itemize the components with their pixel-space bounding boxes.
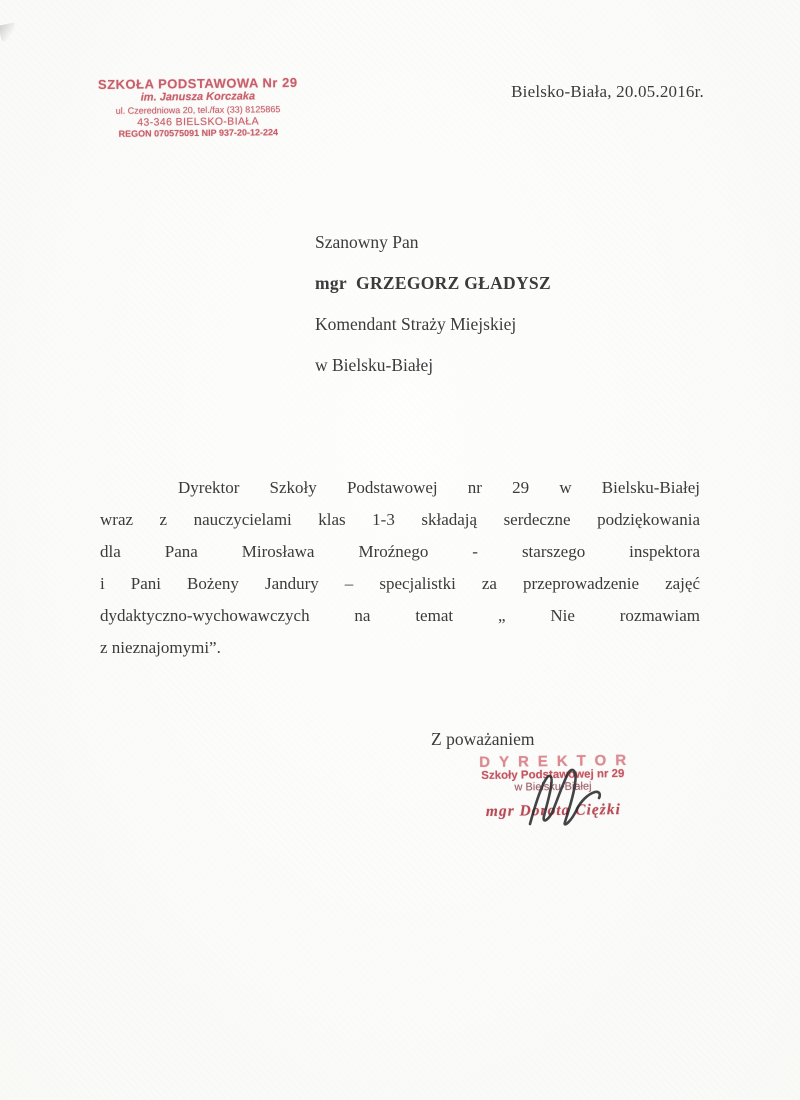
body-line: i Pani Bożeny Jandury – specjalistki za przeprowadzenie zajęć <box>100 574 700 593</box>
scan-smudge-artifact <box>0 23 17 42</box>
recipient-name: mgr GRZEGORZ GŁADYSZ <box>315 273 551 293</box>
director-stamp-name: mgr Dorota Ciężki <box>485 801 621 820</box>
director-stamp-school: Szkoły Podstawowej nr 29 <box>481 768 625 782</box>
handwritten-signature <box>520 758 612 838</box>
body-line: Dyrektor Szkoły Podstawowej nr 29 w Bielsku-Białej <box>178 478 700 497</box>
director-stamp-title: DYREKTOR <box>479 751 636 772</box>
school-stamp-patron: im. Janusza Korczaka <box>140 90 256 104</box>
letter-body <box>100 472 700 664</box>
signature-stroke <box>530 770 600 824</box>
recipient-city: w Bielsku-Białej <box>315 355 434 375</box>
director-stamp-city: w Bielsku-Białej <box>514 780 592 794</box>
valediction: Z poważaniem <box>431 729 535 749</box>
recipient-title: Komendant Straży Miejskiej <box>315 314 517 334</box>
body-line: dla Pana Mirosława Mroźnego - starszego inspektora <box>100 542 700 561</box>
body-line: dydaktyczno-wychowawczych na temat „ Nie rozmawiam <box>100 606 700 625</box>
school-stamp-city: 43-346 BIELSKO-BIAŁA <box>137 115 260 129</box>
school-stamp-name: SZKOŁA PODSTAWOWA Nr 29 <box>97 74 298 93</box>
body-line: z nieznajomymi”. <box>100 638 221 657</box>
school-stamp-address: ul. Czeredniowa 20, tel./fax (33) 8125865 <box>115 104 281 117</box>
letter-date: Bielsko-Biała, 20.05.2016r. <box>511 82 704 101</box>
school-stamp-regon-nip: REGON 070575091 NIP 937-20-12-224 <box>118 127 279 140</box>
recipient-salutation: Szanowny Pan <box>315 232 419 252</box>
body-line: wraz z nauczycielami klas 1-3 składają serdeczne podziękowania <box>100 510 700 529</box>
recipient-block <box>315 232 551 396</box>
school-ink-stamp <box>88 75 309 140</box>
